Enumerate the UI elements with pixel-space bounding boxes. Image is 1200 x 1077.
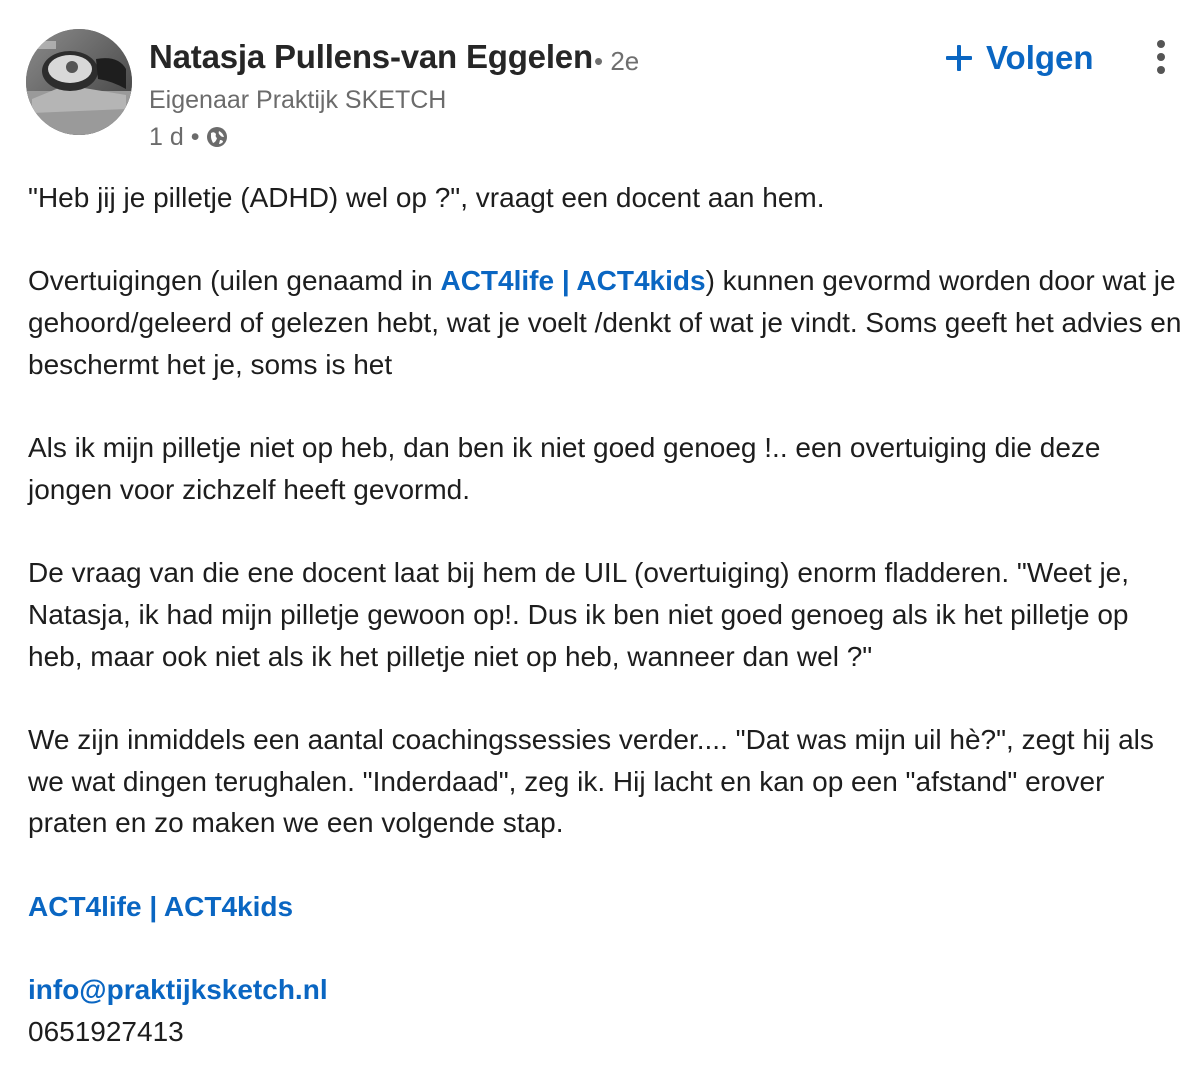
paragraph-1: "Heb jij je pilletje (ADHD) wel op ?", vraagt een docent aan hem. [28, 182, 825, 213]
globe-icon [205, 125, 229, 149]
paragraph-2-end: ) kunnen gevormd worden door wat je gehoord/geleerd of gelezen hebt, wat je voelt /denkt of wat je vindt. Soms geeft het advies en beschermt het je, soms is het [28, 265, 1182, 380]
paragraph-2-start: Overtuigingen (uilen genaamd in [28, 265, 441, 297]
paragraph-4: De vraag van die ene docent laat bij hem de UIL (overtuiging) enorm fladderen. "Weet je, Natasja, ik had mijn pilletje gewoon op!. Dus ik ben niet goed genoeg als ik het pilletje op heb, maar ook niet als ik het pilletje niet op heb, wanneer dan wel ?" [28, 557, 1130, 672]
connection-degree: • 2e [594, 46, 640, 76]
follow-label: Volgen [986, 39, 1094, 76]
post-body [28, 177, 1188, 1053]
plus-icon [944, 43, 974, 73]
act-link[interactable]: ACT4life | ACT4kids [28, 890, 294, 922]
follow-button[interactable] [944, 36, 1094, 80]
post-meta [149, 122, 229, 152]
author-headline: Eigenaar Praktijk SKETCH [149, 86, 447, 114]
author-name[interactable]: Natasja Pullens-van Eggelen [149, 38, 593, 75]
post-time: 1 d • [149, 122, 200, 151]
email-link[interactable]: info@praktijksketch.nl [28, 974, 328, 1006]
paragraph-3: Als ik mijn pilletje niet op heb, dan ben ik niet goed genoeg !.. een overtuiging die deze jongen voor zichzelf heeft gevormd. [28, 432, 1101, 505]
act-hashtag-link-inline[interactable]: ACT4life | ACT4kids [440, 265, 706, 297]
paragraph-2 [28, 260, 1188, 385]
avatar[interactable] [26, 29, 132, 135]
phone-number: 0651927413 [28, 1015, 184, 1047]
more-options-icon[interactable] [1146, 38, 1176, 78]
paragraph-5: We zijn inmiddels een aantal coachingssessies verder.... "Dat was mijn uil hè?", zegt hij als we wat dingen terughalen. "Inderdaad", zeg ik. Hij lacht en kan op een "afstand" erover praten en zo maken we een volgende stap. [28, 724, 1154, 839]
